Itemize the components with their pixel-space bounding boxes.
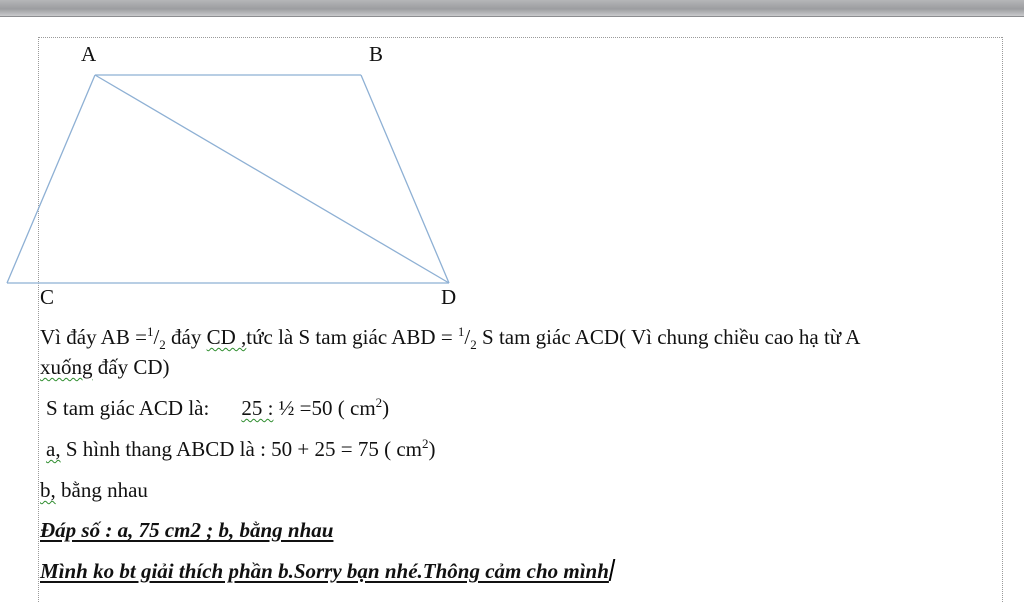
text-run: ) [382,396,390,420]
text-cursor[interactable] [609,559,616,581]
spellcheck-word: a, [46,437,61,461]
vertex-label-c: C [40,285,55,309]
spellcheck-word: b, [40,478,56,502]
fraction-numerator: 1 [457,324,465,339]
vertex-label-b: B [369,42,384,66]
text-run: ½ =50 ( cm [273,396,376,420]
note-text: Mình ko bt giải thích phần b.Sorry bạn nhé.Thông cảm cho mình [40,559,609,583]
fraction-denominator: 2 [470,337,477,353]
edge-bd [361,75,449,283]
edge-ac [7,75,95,283]
text-run: S hình thang ABCD là : 50 + 25 = 75 ( cm [60,437,423,461]
vertex-label-d: D [441,285,457,309]
text-run: Vì đáy AB = [40,325,147,349]
superscript: 2 [422,436,429,451]
text-run: S tam giác ACD là: [46,396,210,420]
text-run: S tam giác ACD( Vì chung chiều cao hạ từ A [476,325,861,349]
spellcheck-word: 25 : [241,396,274,420]
fraction-numerator: 1 [146,324,154,339]
text-run: đấy CD) [92,355,170,379]
text-run: bằng nhau [55,478,148,502]
paragraph-line-1: Vì đáy AB $=^1/_2$ đáy CD ,tức là S tam giác ABD = $^1/_2$ S tam giác ACD( Vì chung chiều cao hạ từ A [40,324,861,353]
paragraph-line-2 [40,353,170,381]
paragraph-line-5 [40,476,148,504]
answer-line [40,516,333,544]
spellcheck-word: xuống [40,355,93,379]
note-line [40,557,613,585]
spellcheck-word: CD , [206,325,247,349]
fraction-denominator: 2 [159,337,166,353]
text-run: đáy [165,325,207,349]
paragraph-line-3 [46,394,389,422]
text-run: ) [428,437,436,461]
vertex-label-a: A [81,42,97,66]
trapezoid-figure [0,0,1024,300]
text-run: tức là S tam giác ABD = [246,325,458,349]
paragraph-line-4 [46,435,436,463]
answer-text: Đáp số : a, 75 cm2 ; b, bằng nhau [40,518,334,542]
edge-ad-diagonal [95,75,449,283]
superscript: 2 [375,395,383,410]
